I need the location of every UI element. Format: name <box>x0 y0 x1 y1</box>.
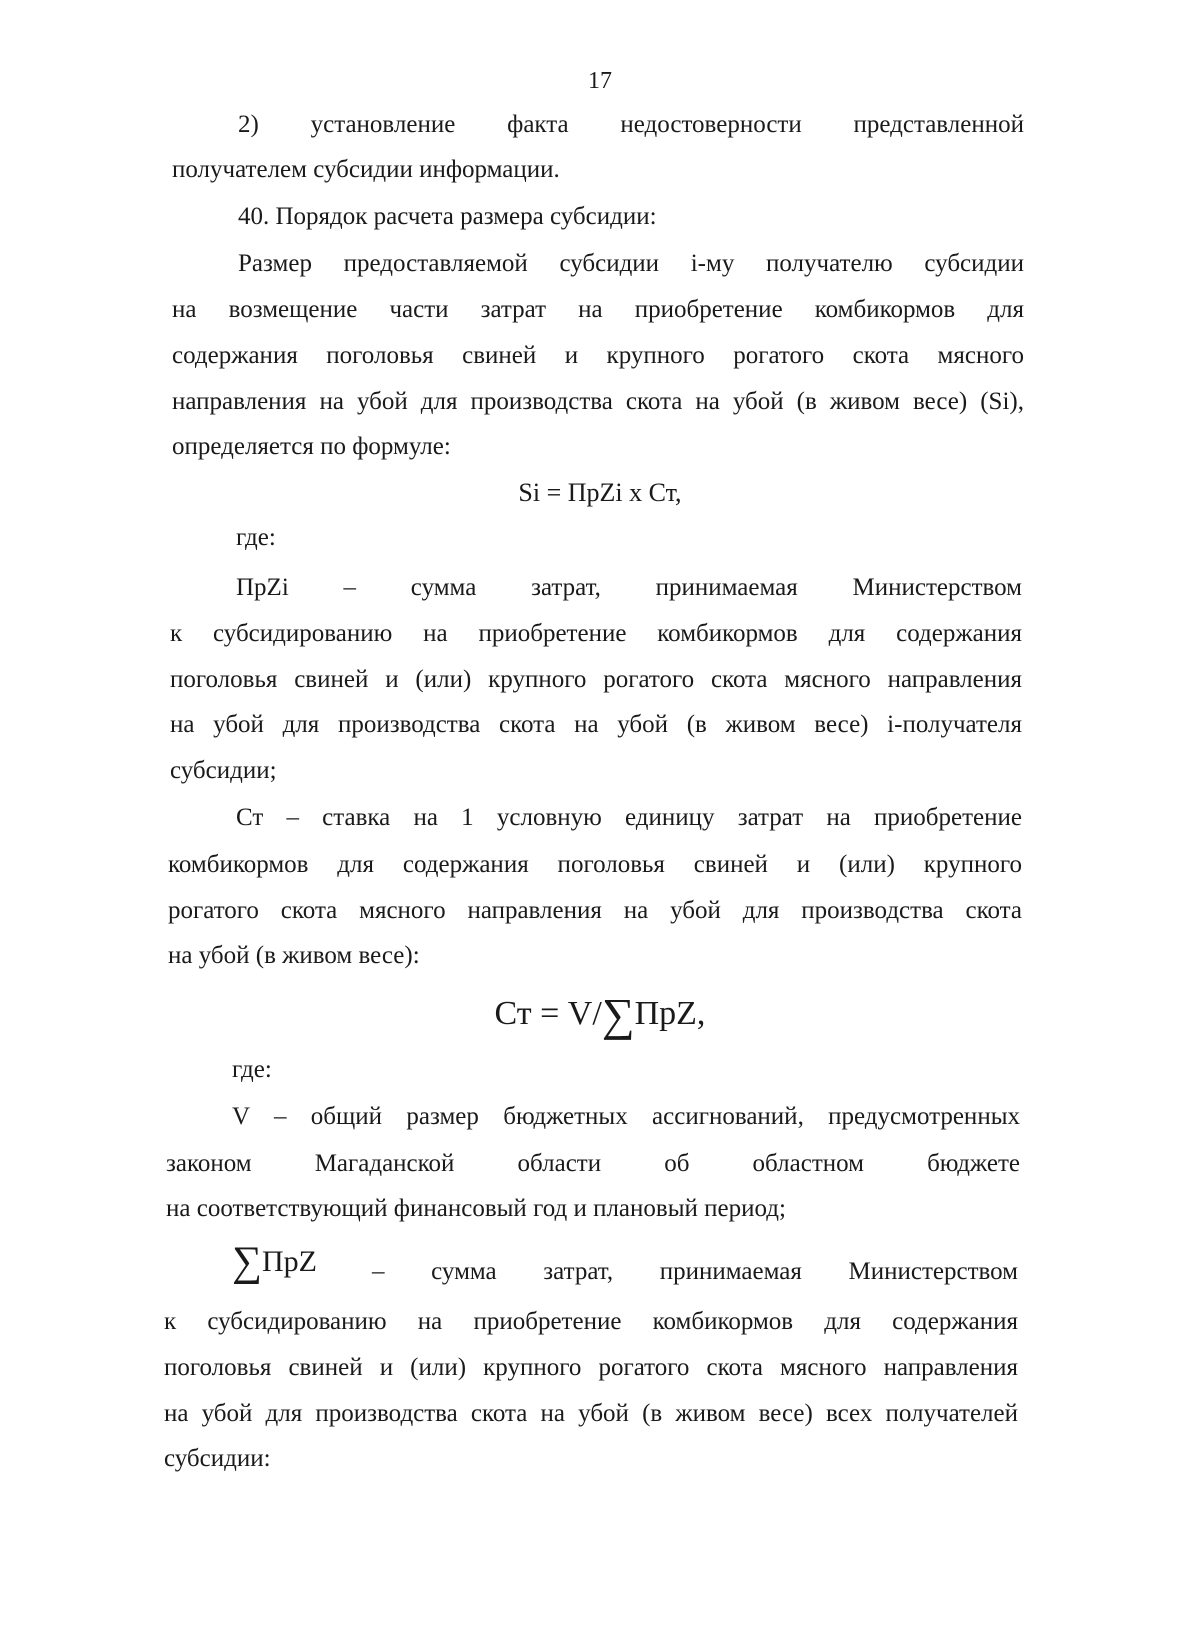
sigma-symbol: ∑ <box>601 989 635 1040</box>
text-line: ПрZi – сумма затрат, принимаемая Министерством <box>236 574 1022 601</box>
formula-rate-lhs: Ст = V/ <box>494 995 602 1032</box>
text-line: Размер предоставляемой субсидии i-му получателю субсидии <box>238 250 1024 277</box>
text-line: на возмещение части затрат на приобретение комбикормов для <box>172 296 1024 323</box>
text-line: Ст – ставка на 1 условную единицу затрат на приобретение <box>236 804 1022 831</box>
text-line: субсидии; <box>170 757 277 784</box>
text-line: где: <box>232 1056 272 1083</box>
formula-rate-rhs: ПрZ, <box>634 995 706 1032</box>
text-line: на соответствующий финансовый год и плановый период; <box>166 1195 786 1222</box>
text-line: к субсидированию на приобретение комбикормов для содержания <box>164 1308 1018 1335</box>
sum-term-label: ПрZ <box>261 1245 317 1278</box>
text-line: V – общий размер бюджетных ассигнований, предусмотренных <box>232 1103 1020 1130</box>
formula-si: Si = ПрZi x Ст, <box>518 478 682 507</box>
text-line: субсидии: <box>164 1445 271 1472</box>
text-line: поголовья свиней и (или) крупного рогатого скота мясного направления <box>164 1354 1018 1381</box>
text-line: направления на убой для производства скота на убой (в живом весе) (Si), <box>172 388 1024 415</box>
text-line: рогатого скота мясного направления на убой для производства скота <box>168 897 1022 924</box>
text-line: 2) установление факта недостоверности представленной <box>238 111 1024 138</box>
text-line: – сумма затрат, принимаемая Министерством <box>372 1258 1018 1285</box>
paragraph-heading: 40. Порядок расчета размера субсидии: <box>238 203 657 230</box>
sum-term <box>232 1239 317 1285</box>
text-line: к субсидированию на приобретение комбикормов для содержания <box>170 620 1022 647</box>
text-line: где: <box>236 524 276 551</box>
text-line: получателем субсидии информации. <box>172 156 560 183</box>
text-line: законом Магаданской области об областном бюджете <box>166 1150 1020 1177</box>
text-line: на убой для производства скота на убой (в живом весе) i-получателя <box>170 711 1022 738</box>
text-line: содержания поголовья свиней и крупного рогатого скота мясного <box>172 342 1024 369</box>
sigma-symbol: ∑ <box>232 1239 262 1285</box>
text-line: на убой для производства скота на убой (в живом весе) всех получателей <box>164 1400 1018 1427</box>
formula-rate <box>0 988 1200 1041</box>
page-number: 17 <box>588 68 612 94</box>
text-line: комбикормов для содержания поголовья свиней и (или) крупного <box>168 851 1022 878</box>
text-line: поголовья свиней и (или) крупного рогатого скота мясного направления <box>170 666 1022 693</box>
text-line: на убой (в живом весе): <box>168 942 420 969</box>
text-line: определяется по формуле: <box>172 433 451 460</box>
